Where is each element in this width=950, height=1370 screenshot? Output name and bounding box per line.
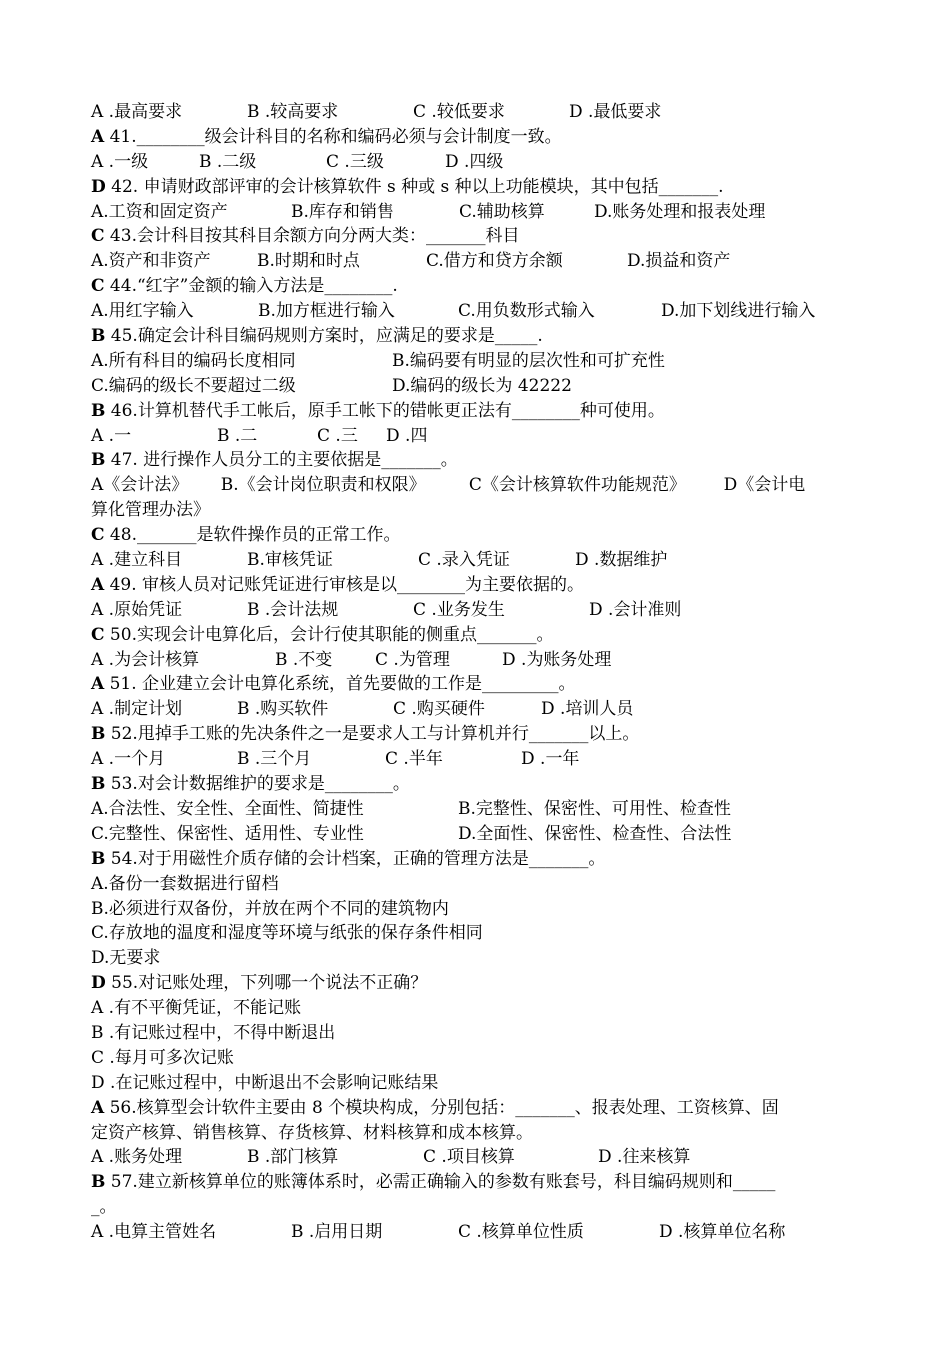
question-44 xyxy=(91,274,861,299)
q56-options xyxy=(91,1145,861,1170)
option: A .账务处理 xyxy=(91,1147,183,1168)
option: C .较低要求 xyxy=(413,102,505,122)
option: B .会计法规 xyxy=(247,599,339,620)
answer-key: D xyxy=(91,176,106,197)
option: D .核算单位名称 xyxy=(659,1222,786,1243)
q51-options xyxy=(91,697,861,722)
option: A.用红字输入 xyxy=(91,301,194,322)
option: C .录入凭证 xyxy=(418,550,510,571)
question-55 xyxy=(91,971,861,996)
question-text: 54.对于用磁性介质存储的会计档案，正确的管理方法是_______。 xyxy=(105,848,606,869)
question-text: 49. 审核人员对记账凭证进行审核是以________为主要依据的。 xyxy=(104,574,585,595)
option: B .部门核算 xyxy=(247,1147,339,1168)
option: B .三个月 xyxy=(237,749,312,770)
option: C .每月可多次记账 xyxy=(91,1047,234,1068)
option: D.编码的级长为 42222 xyxy=(392,375,572,396)
option: D .一年 xyxy=(521,749,580,770)
question-53 xyxy=(91,772,861,797)
question-41 xyxy=(91,125,861,150)
option: D.账务处理和报表处理 xyxy=(594,201,766,222)
question-text: 46.计算机替代手工帐后，原手工帐下的错帐更正法有________种可使用。 xyxy=(105,400,665,421)
q48-options xyxy=(91,548,861,573)
option: A .最高要求 xyxy=(91,102,183,122)
option: C.辅助核算 xyxy=(459,201,545,222)
option: D .数据维护 xyxy=(575,550,668,571)
option: A .一 xyxy=(91,425,132,446)
q43-options xyxy=(91,249,861,274)
q53-options-row2 xyxy=(91,822,861,847)
option: B.库存和销售 xyxy=(291,201,394,222)
question-42 xyxy=(91,175,861,200)
q41-options xyxy=(91,150,861,175)
answer-key: C xyxy=(91,276,105,297)
option: C.编码的级长不要超过二级 xyxy=(91,375,296,396)
question-text: 45.确定会计科目编码规则方案时，应满足的要求是_____. xyxy=(105,326,543,347)
q45-options-row1 xyxy=(91,349,861,374)
option: B.必须进行双备份，并放在两个不同的建筑物内 xyxy=(91,898,449,919)
option: A.所有科目的编码长度相同 xyxy=(91,350,296,371)
option: B .二 xyxy=(217,425,258,446)
document-page xyxy=(91,100,861,1245)
option: D .在记账过程中，中断退出不会影响记账结果 xyxy=(91,1072,439,1093)
q57-options xyxy=(91,1220,861,1245)
option: C.借方和贷方余额 xyxy=(426,251,563,272)
answer-key: C xyxy=(91,226,105,247)
option-text: 算化管理办法》 xyxy=(91,500,210,521)
answer-key: C xyxy=(91,525,105,546)
option: C .项目核算 xyxy=(423,1147,515,1168)
question-49 xyxy=(91,573,861,598)
question-text: 52.甩掉手工账的先决条件之一是要求人工与计算机并行_______以上。 xyxy=(105,724,640,745)
question-48 xyxy=(91,523,861,548)
answer-key: B xyxy=(91,848,106,869)
option: A.资产和非资产 xyxy=(91,251,211,272)
option: C .业务发生 xyxy=(413,599,505,620)
answer-key: B xyxy=(91,774,106,795)
option: C .为管理 xyxy=(375,649,450,670)
option: A .建立科目 xyxy=(91,550,183,571)
q53-options-row1 xyxy=(91,797,861,822)
answer-key: B xyxy=(91,450,106,471)
option: A.工资和固定资产 xyxy=(91,201,228,222)
q50-options xyxy=(91,648,861,673)
option: D.无要求 xyxy=(91,948,161,969)
option: D .最低要求 xyxy=(569,102,662,122)
question-text: 42. 申请财政部评审的会计核算软件 s 种或 s 种以上功能模块，其中包括_______. xyxy=(105,176,724,197)
question-46 xyxy=(91,399,861,424)
option: A .为会计核算 xyxy=(91,649,200,670)
question-text: 48._______是软件操作员的正常工作。 xyxy=(104,525,401,546)
q42-options xyxy=(91,200,861,225)
option: D .四级 xyxy=(445,151,504,172)
answer-key: B xyxy=(91,1172,106,1193)
question-text: 47. 进行操作人员分工的主要依据是_______。 xyxy=(105,450,458,471)
question-text: 41.________级会计科目的名称和编码必须与会计制度一致。 xyxy=(104,126,562,147)
option: B .有记账过程中，不得中断退出 xyxy=(91,1022,336,1043)
question-text: 44.“红字”金额的输入方法是________. xyxy=(104,276,398,297)
option: A .电算主管姓名 xyxy=(91,1222,217,1243)
question-50 xyxy=(91,623,861,648)
question-text: 55.对记账处理，下列哪一个说法不正确？ xyxy=(105,973,428,994)
answer-key: B xyxy=(91,724,106,745)
option: B .启用日期 xyxy=(291,1222,383,1243)
q44-options xyxy=(91,299,861,324)
question-57-cont: _。 xyxy=(91,1197,117,1218)
q47-options-line1 xyxy=(91,473,861,498)
answer-key: D xyxy=(91,973,106,994)
question-43 xyxy=(91,224,861,249)
question-51 xyxy=(91,672,861,697)
option: C.完整性、保密性、适用性、专业性 xyxy=(91,823,364,844)
question-text: 50.实现会计电算化后，会计行使其职能的侧重点_______。 xyxy=(104,624,554,645)
question-57 xyxy=(91,1170,861,1195)
option: B.时期和时点 xyxy=(257,251,360,272)
option-text: A《会计法》 B.《会计岗位职责和权限》 C《会计核算软件功能规范》 D《会计电 xyxy=(91,475,806,496)
option: C .半年 xyxy=(385,749,443,770)
option: B.审核凭证 xyxy=(247,550,333,571)
option: D .培训人员 xyxy=(541,699,634,720)
option: B.加方框进行输入 xyxy=(258,301,395,322)
question-text: 57.建立新核算单位的账簿体系时，必需正确输入的参数有账套号，科目编码规则和_____ xyxy=(105,1172,776,1193)
answer-key: A xyxy=(91,574,105,595)
option: D.全面性、保密性、检查性、合法性 xyxy=(458,823,732,844)
q52-options xyxy=(91,747,861,772)
option: B .购买软件 xyxy=(237,699,329,720)
option: A.备份一套数据进行留档 xyxy=(91,873,279,894)
option: D .往来核算 xyxy=(598,1147,691,1168)
question-52 xyxy=(91,722,861,747)
option: B.完整性、保密性、可用性、检查性 xyxy=(458,798,731,819)
question-56-cont: 定资产核算、销售核算、存货核算、材料核算和成本核算。 xyxy=(91,1122,533,1143)
option: C.存放地的温度和湿度等环境与纸张的保存条件相同 xyxy=(91,923,483,944)
option: A .制定计划 xyxy=(91,699,183,720)
option: B .二级 xyxy=(199,151,257,172)
option: C.用负数形式输入 xyxy=(458,301,595,322)
option: D .四 xyxy=(386,425,428,446)
q46-options xyxy=(91,424,861,449)
option: A .一个月 xyxy=(91,749,166,770)
option: D .会计准则 xyxy=(589,599,682,620)
question-text: 43.会计科目按其科目余额方向分两大类：_______科目 xyxy=(104,226,520,247)
question-56 xyxy=(91,1096,861,1121)
option: B .较高要求 xyxy=(247,102,339,122)
question-text: 56.核算型会计软件主要由 8 个模块构成，分别包括：_______、报表处理、工资核算、固 xyxy=(104,1097,779,1118)
option: D.损益和资产 xyxy=(627,251,731,272)
option: C .三级 xyxy=(326,151,384,172)
option: A.合法性、安全性、全面性、简捷性 xyxy=(91,798,364,819)
q47-options-line2 xyxy=(91,498,861,523)
option: B.编码要有明显的层次性和可扩充性 xyxy=(392,350,665,371)
option: C .三 xyxy=(317,425,358,446)
answer-key: A xyxy=(91,1097,105,1118)
option: A .一级 xyxy=(91,151,149,172)
q45-options-row2 xyxy=(91,374,861,399)
question-text: 53.对会计数据维护的要求是________。 xyxy=(105,774,410,795)
question-47 xyxy=(91,448,861,473)
answer-key: A xyxy=(91,126,105,147)
question-54 xyxy=(91,847,861,872)
q40-options xyxy=(91,100,861,125)
option: B .不变 xyxy=(275,649,333,670)
option: C .购买硬件 xyxy=(393,699,485,720)
option: A .有不平衡凭证，不能记账 xyxy=(91,998,302,1019)
option: A .原始凭证 xyxy=(91,599,183,620)
answer-key: A xyxy=(91,674,105,695)
question-text: 51. 企业建立会计电算化系统，首先要做的工作是_________。 xyxy=(104,674,576,695)
question-45 xyxy=(91,324,861,349)
option: D.加下划线进行输入 xyxy=(661,301,816,322)
option: D .为账务处理 xyxy=(502,649,612,670)
option: C .核算单位性质 xyxy=(458,1222,584,1243)
answer-key: B xyxy=(91,400,106,421)
q49-options xyxy=(91,598,861,623)
answer-key: C xyxy=(91,624,105,645)
answer-key: B xyxy=(91,326,106,347)
